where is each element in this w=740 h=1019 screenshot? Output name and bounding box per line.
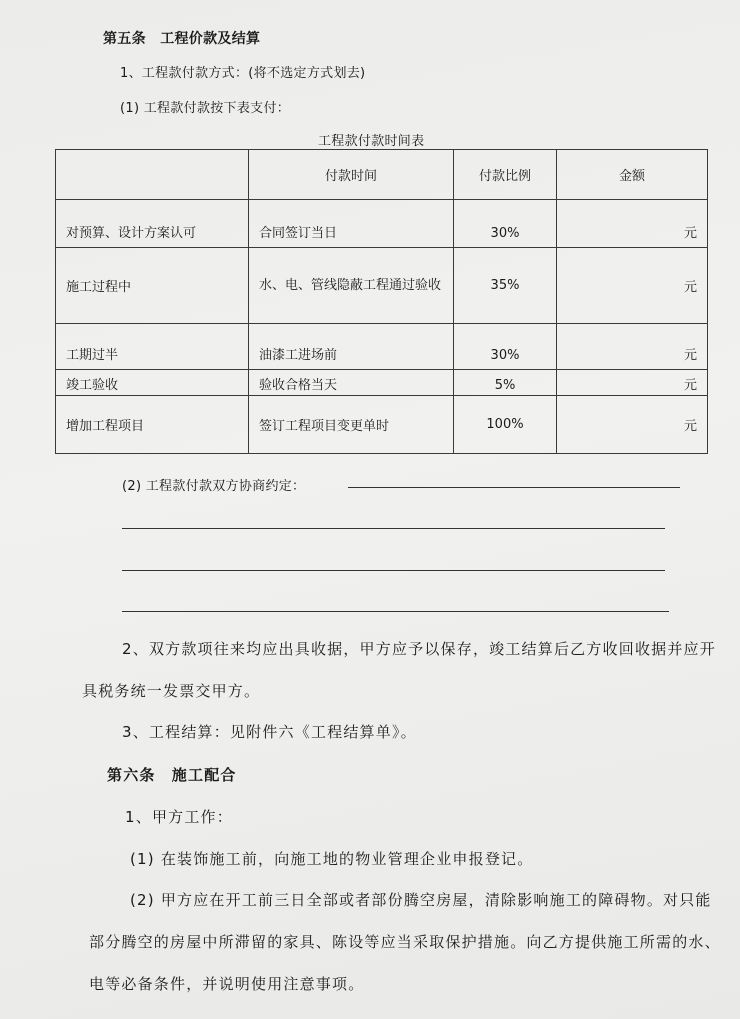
cell-time: 油漆工进场前 [249,324,454,370]
article6-sub2-line3: 电等必备条件，并说明使用注意事项。 [89,975,365,993]
cell-stage: 增加工程项目 [56,396,249,454]
header-ratio: 付款比例 [454,150,557,200]
table-header-row [56,150,708,200]
article5-item1-sub1: (1) 工程款付款按下表支付： [120,101,291,116]
cell-time: 签订工程项目变更单时 [249,396,454,454]
cell-ratio: 5% [454,370,557,396]
article5-item3: 3、工程结算：见附件六《工程结算单》。 [122,723,417,741]
cell-stage: 竣工验收 [56,370,249,396]
blank-line [122,528,665,529]
cell-stage: 施工过程中 [56,248,249,324]
article6-item1: 1、甲方工作： [125,808,233,826]
article5-item2-line1: 2、双方款项往来均应出具收据，甲方应予以保存，竣工结算后乙方收回收据并应开 [122,640,716,658]
article6-sub2-line2: 部分腾空的房屋中所滞留的家具、陈设等应当采取保护措施。向乙方提供施工所需的水、 [89,933,721,951]
payment-schedule-table [55,149,708,454]
table-row [56,324,708,370]
cell-amount: 元 [557,248,708,324]
article6-sub2-line1: (2) 甲方应在开工前三日全部或者部份腾空房屋，清除影响施工的障碍物。对只能 [130,891,712,909]
cell-amount: 元 [557,396,708,454]
table-row [56,200,708,248]
article5-title: 第五条 工程价款及结算 [103,31,261,47]
cell-amount: 元 [557,200,708,248]
cell-time: 合同签订当日 [249,200,454,248]
table-caption: 工程款付款时间表 [318,134,425,149]
blank-line [122,611,669,612]
article6-sub1: (1) 在装饰施工前，向施工地的物业管理企业申报登记。 [130,850,534,868]
cell-stage: 对预算、设计方案认可 [56,200,249,248]
article5-item2-line2: 具税务统一发票交甲方。 [82,682,261,700]
header-time: 付款时间 [249,150,454,200]
cell-ratio: 30% [454,200,557,248]
header-amount: 金额 [557,150,708,200]
cell-time: 水、电、管线隐蔽工程通过验收 [249,248,454,324]
cell-ratio: 35% [454,248,557,324]
article5-item1: 1、工程款付款方式：(将不选定方式划去) [120,66,366,81]
cell-ratio: 100% [454,396,557,454]
blank-line [122,570,665,571]
cell-stage: 工期过半 [56,324,249,370]
header-stage [56,150,249,200]
table-row [56,248,708,324]
cell-amount: 元 [557,370,708,396]
article5-item1-sub2: (2) 工程款付款双方协商约定： [122,479,306,494]
cell-time: 验收合格当天 [249,370,454,396]
table-row [56,370,708,396]
cell-amount: 元 [557,324,708,370]
cell-ratio: 30% [454,324,557,370]
article6-title: 第六条 施工配合 [107,766,237,784]
blank-line [348,487,680,488]
table-row [56,396,708,454]
